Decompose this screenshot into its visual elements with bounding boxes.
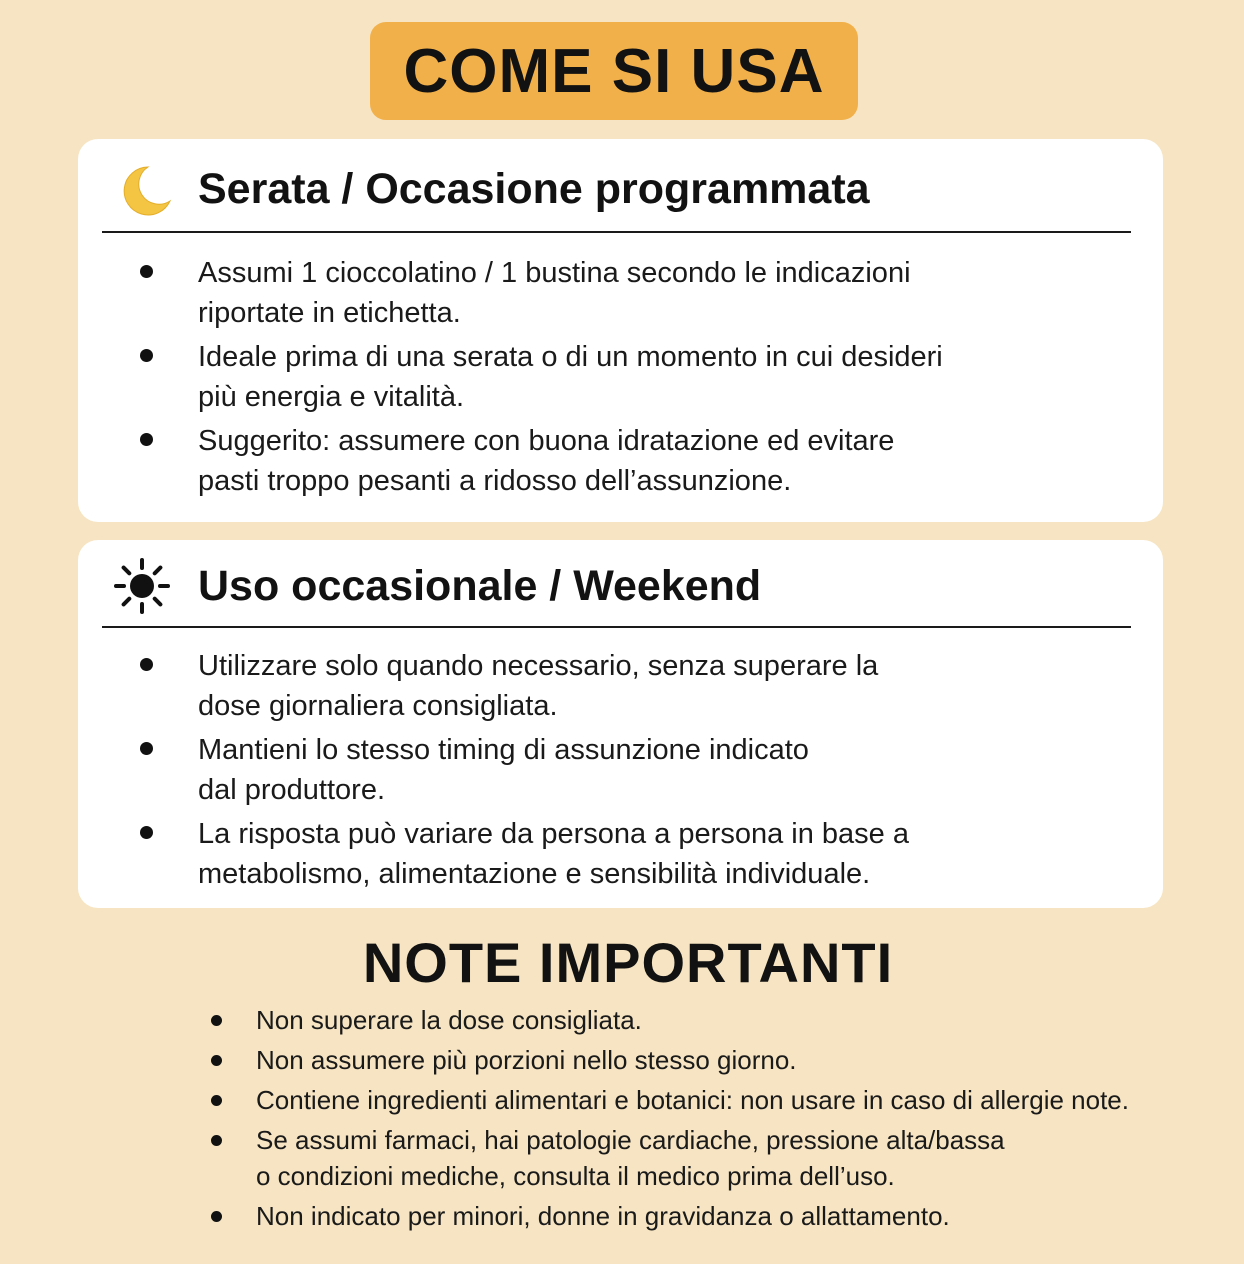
note-item-line: Non assumere più porzioni nello stesso giorno. — [256, 1045, 797, 1075]
note-item — [0, 1042, 1244, 1078]
bullet-icon — [211, 1211, 222, 1222]
section-title: Uso occasionale / Weekend — [198, 562, 762, 610]
bullet-icon — [211, 1015, 222, 1026]
note-item-line: o condizioni mediche, consulta il medico prima dell’uso. — [256, 1161, 895, 1191]
bullet-icon — [140, 433, 153, 446]
bullet-icon — [140, 658, 153, 671]
list-item-line: Assumi 1 cioccolatino / 1 bustina secondo le indicazioni — [198, 257, 911, 289]
list-item-line: Mantieni lo stesso timing di assunzione indicato — [198, 734, 809, 766]
section-list — [78, 253, 1163, 505]
section-header — [102, 139, 1131, 233]
list-item — [78, 337, 1163, 417]
list-item-line: riportate in etichetta. — [198, 297, 461, 329]
note-item-line: Contiene ingredienti alimentari e botanici: non usare in caso di allergie note. — [256, 1085, 1129, 1115]
list-item-line: metabolismo, alimentazione e sensibilità individuale. — [198, 858, 871, 890]
list-item-line: dal produttore. — [198, 774, 386, 806]
list-item-line: più energia e vitalità. — [198, 381, 464, 413]
list-item — [78, 814, 1163, 894]
note-item-line: Se assumi farmaci, hai patologie cardiache, pressione alta/bassa — [256, 1125, 1005, 1155]
note-item — [0, 1198, 1244, 1234]
note-item-line: Non superare la dose consigliata. — [256, 1005, 642, 1035]
note-item-line: Non indicato per minori, donne in gravidanza o allattamento. — [256, 1201, 950, 1231]
notes-list — [0, 1002, 1244, 1238]
section-header — [102, 540, 1131, 628]
moon-icon — [112, 161, 172, 221]
note-item — [0, 1002, 1244, 1038]
sun-icon — [112, 556, 172, 616]
note-item — [0, 1122, 1244, 1194]
bullet-icon — [211, 1095, 222, 1106]
list-item-line: Utilizzare solo quando necessario, senza superare la — [198, 650, 879, 682]
section-title: Serata / Occasione programmata — [198, 165, 870, 213]
bullet-icon — [211, 1055, 222, 1066]
bullet-icon — [211, 1135, 222, 1146]
section-card-weekend — [78, 540, 1163, 908]
bullet-icon — [140, 742, 153, 755]
section-list — [78, 646, 1163, 898]
title-badge — [370, 22, 858, 120]
section-card-evening — [78, 139, 1163, 522]
page-title: COME SI USA — [403, 36, 825, 106]
list-item — [78, 646, 1163, 726]
list-item-line: dose giornaliera consigliata. — [198, 690, 558, 722]
list-item — [78, 253, 1163, 333]
bullet-icon — [140, 349, 153, 362]
list-item-line: Suggerito: assumere con buona idratazione ed evitare — [198, 425, 895, 457]
notes-title: NOTE IMPORTANTI — [362, 931, 894, 994]
bullet-icon — [140, 265, 153, 278]
note-item — [0, 1082, 1244, 1118]
bullet-icon — [140, 826, 153, 839]
list-item-line: Ideale prima di una serata o di un momento in cui desideri — [198, 341, 943, 373]
list-item — [78, 730, 1163, 810]
list-item-line: pasti troppo pesanti a ridosso dell’assunzione. — [198, 465, 792, 497]
list-item-line: La risposta può variare da persona a persona in base a — [198, 818, 909, 850]
list-item — [78, 421, 1163, 501]
